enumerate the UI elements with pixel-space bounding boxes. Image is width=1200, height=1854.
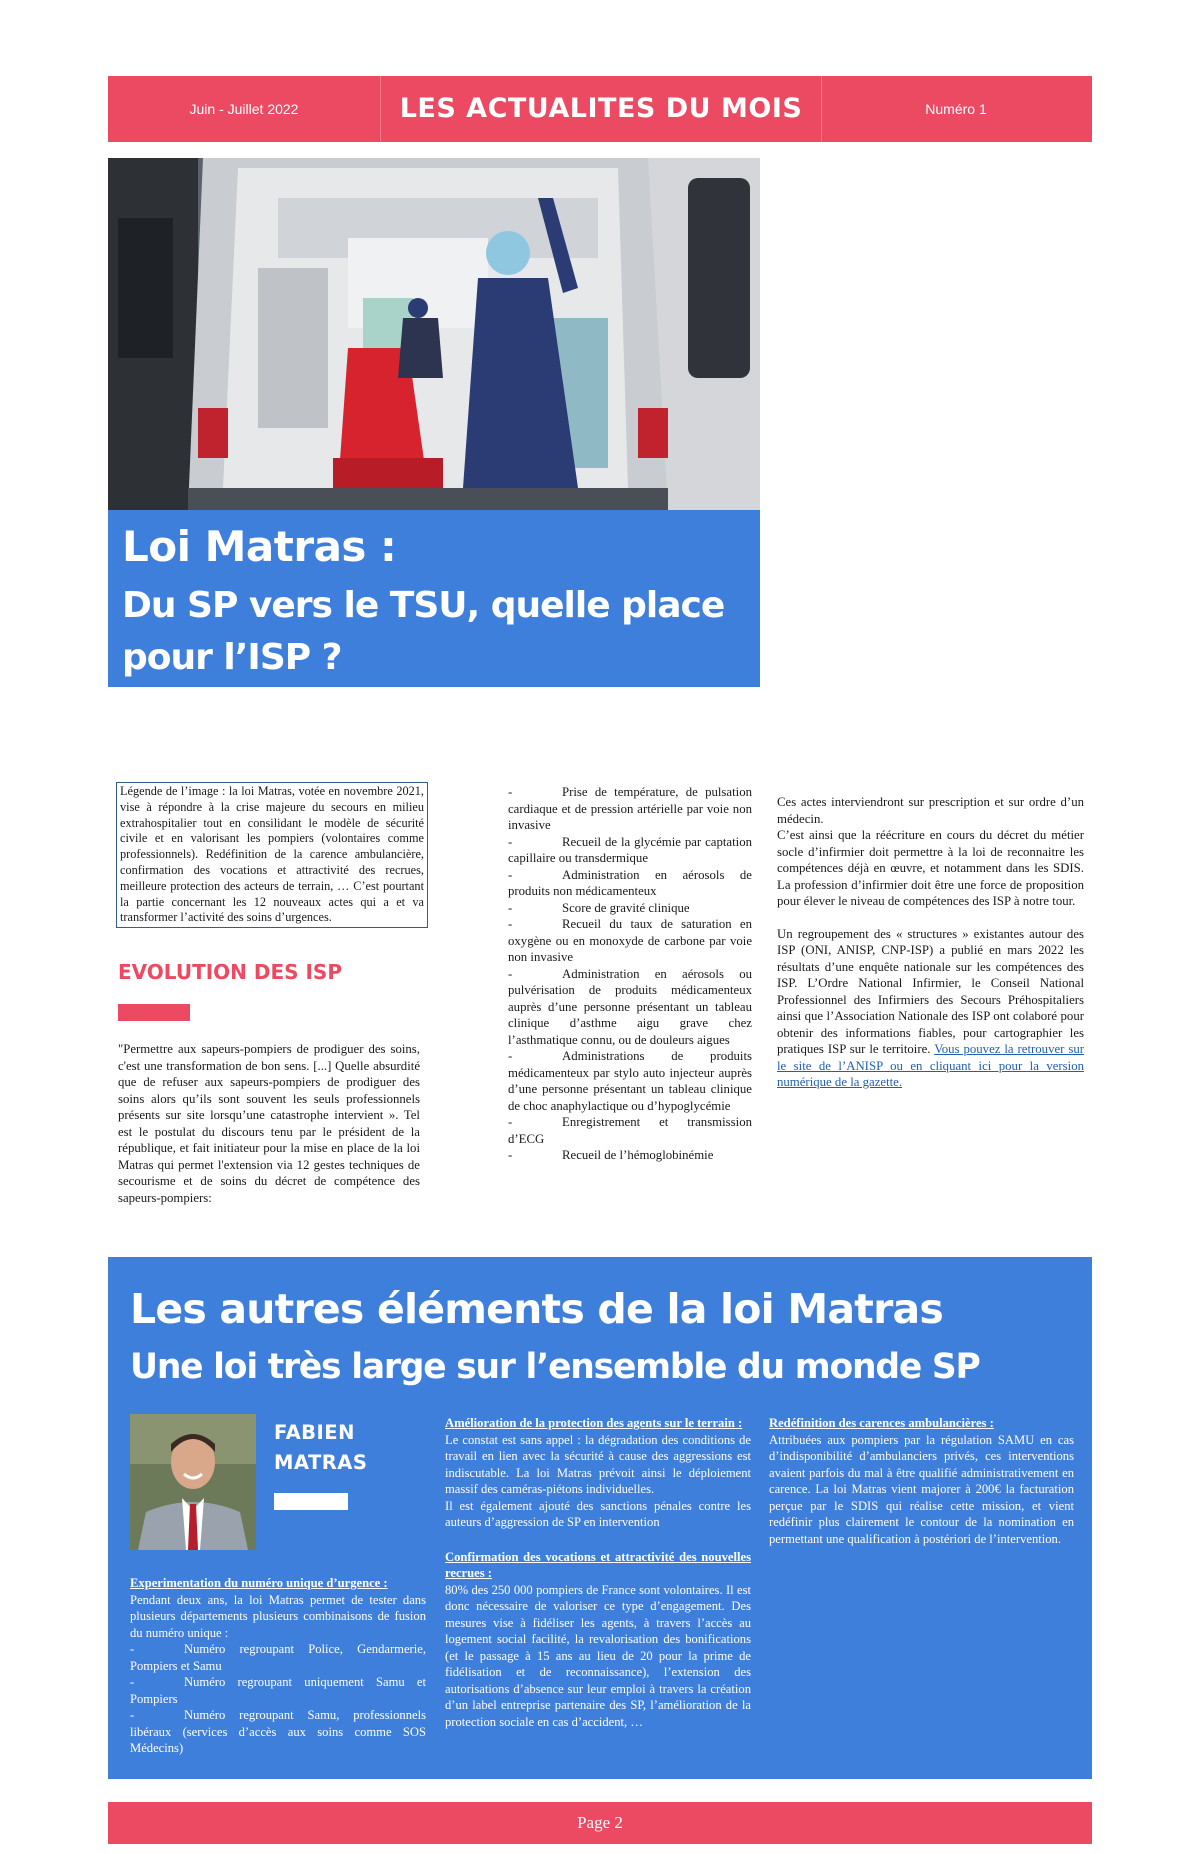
headline-title: Loi Matras : — [122, 522, 397, 571]
vocations-paragraph: 80% des 250 000 pompiers de France sont volontaires. Il est donc nécessaire de valoriser ce type d’engagement. Des mesures vise à fidéliser les agents, à travers l’accès au logement social facilité, la revalorisation des bonifications (et le passage à 15 ans au lieu de 20 pour la prime de fidélisation et de reconnaissance), l’extension des autorisations d’absence sur leur emploi à travers la création d’un label entreprise partenaire des SP, l’amélioration de la protection sociale en cas d’accident, … — [445, 1582, 751, 1729]
headline-subtitle: Du SP vers le TSU, quelle place pour l’ISP ? — [122, 585, 725, 678]
paragraph-decret: C’est ainsi que la réécriture en cours du décret du métier socle d’infirmier doit permettre à la loi de reconnaitre les compétences déjà en œuvre, et notamment dans les SDIS. La profession d’infirmier doit être une force de proposition pour élever le niveau de compétences des ISP à notre tour. — [777, 828, 1084, 908]
list-item: - Administrations de produits médicamenteux par stylo auto injecteur auprès d’une personne présentant un tableau clinique de choc anaphylactique ou d’hypoglycémie — [508, 1049, 752, 1113]
portrait-illustration — [130, 1414, 256, 1550]
list-item: - Recueil de la glycémie par captation capillaire ou transdermique — [508, 834, 752, 865]
protection-paragraph: Le constat est sans appel : la dégradation des conditions de travail en lien avec la sécurité à cause des aggressions est indiscutable. La loi Matras prévoit ainsi le déploiement massif des caméras-piétons individuelles. — [445, 1432, 751, 1496]
gestes-list — [508, 784, 752, 1164]
paragraph-prescription: Ces actes interviendront sur prescription et sur ordre d’un médecin. — [777, 795, 1084, 826]
newsletter-header — [108, 76, 1092, 142]
headline-block — [108, 510, 760, 687]
carences-paragraph: Attribuées aux pompiers par la régulation SAMU en cas d’indisponibilité d’ambulanciers privés, ces interventions avaient parfois du mal à être qualifié administrativement en carence. La loi Matras vient majorer à 200€ la facturation perçue par le SDIS qui réalise cette mission, et vient redéfinir plus clairement le contour de la nomination en permettant une qualification à postériori de l’intervention. — [769, 1432, 1074, 1546]
page-footer: Page 2 — [108, 1802, 1092, 1844]
issue-date: Juin - Juillet 2022 — [189, 101, 299, 117]
fabien-matras-portrait — [130, 1414, 256, 1550]
anisp-link[interactable]: Vous pouvez la retrouver sur le site de l’ANISP ou en cliquant ici pour la version numérique de la gazette. — [777, 1042, 1084, 1089]
list-item: - Numéro regroupant Samu, professionnels libéraux (services d’accès aux soins comme SOS Médecins) — [130, 1708, 426, 1755]
person-name: FABIEN MATRAS — [274, 1421, 368, 1474]
middle-column — [445, 1415, 751, 1730]
list-item: - Enregistrement et transmission d’ECG — [508, 1115, 752, 1146]
paragraph-enquete: Un regroupement des « structures » existantes autour des ISP (ONI, ANISP, CNP-ISP) a publié en mars 2022 les résultats d’une enquête nationale sur les compétences des ISP. L’Ordre National Infirmier, le Conseil National Professionnel des Infirmiers des Secours Préhospitaliers ainsi que l’Association Nationale des ISP ont colaboré pour obtenir des informations fiables, pour cartographier les pratiques ISP sur le territoire. Vous pouvez la retrouver sur le site de l’ANISP ou en cliquant ici pour la version numérique de la gazette. — [777, 926, 1084, 1089]
protection-heading: Amélioration de la protection des agents sur le terrain : — [445, 1416, 743, 1430]
list-item: - Numéro regroupant uniquement Samu et Pompiers — [130, 1675, 426, 1706]
ambulance-illustration — [108, 158, 760, 510]
experimentation-intro: Pendant deux ans, la loi Matras permet de tester dans plusieurs départements plusieurs combinaisons de fusion du numéro unique : — [130, 1592, 426, 1640]
image-caption: Légende de l’image : la loi Matras, votée en novembre 2021, vise à répondre à la crise majeure du secours en milieu extrahospitalier tout en consilidant le modèle de sécurité civile et en valorisant les pompiers (volontaires comme professionnels). Redéfinition de la carence ambulancière, confirmation des vocations et attractivité des recrues, meilleure protection des acteurs de terrain, … C’est pourtant la partie concernant les 12 nouveaux actes qui a et va transformer l’activité des soins d’urgences. — [116, 782, 428, 928]
vocations-heading: Confirmation des vocations et attractivité des nouvelles recrues : — [445, 1549, 751, 1580]
list-item: - Recueil de l’hémoglobinémie — [508, 1148, 714, 1162]
section-title: Les autres éléments de la loi Matras — [130, 1285, 943, 1333]
right-column — [769, 1415, 1074, 1547]
experimentation-block — [130, 1575, 426, 1757]
list-item: - Prise de température, de pulsation cardiaque et de pression artérielle par voie non invasive — [508, 785, 752, 832]
section-subtitle: Une loi très large sur l’ensemble du monde SP — [130, 1347, 980, 1387]
carences-heading: Redéfinition des carences ambulancières : — [769, 1416, 994, 1430]
issue-number: Numéro 1 — [925, 101, 987, 117]
list-item: - Numéro regroupant Police, Gendarmerie, Pompiers et Samu — [130, 1642, 426, 1673]
list-item: - Administration en aérosols ou pulvérisation de produits médicamenteux auprès d’une personne présentant un tableau clinique d’asthme aigu grave chez l’asthmatique connu, ou de douleurs aigues — [508, 966, 752, 1047]
protection-paragraph-2: Il est également ajouté des sanctions pénales contre les auteurs d’aggression de SP en intervention — [445, 1498, 751, 1529]
column-three — [777, 794, 1084, 1091]
heading-accent-bar — [118, 1004, 190, 1021]
section-heading-evolution: EVOLUTION DES ISP — [118, 960, 342, 984]
evolution-paragraph: "Permettre aux sapeurs-pompiers de prodiguer des soins, c'est une transformation de bon sens. [...] Quelle absurdité que de refuser aux sapeurs-pompiers de prodiguer des soins alors qu’ils sont souvent les seuls professionnels présents sur site lorsqu’une catastrophe intervient ». Tel est le postulat du discours tenu par le président de la république, et fait initiateur pour la mise en place de la loi Matras qui permet l'extension via 12 gestes techniques de secourisme et de soins du décret de compétence des sapeurs-pompiers: — [118, 1042, 420, 1205]
list-item: - Score de gravité clinique — [508, 900, 690, 915]
list-item: - Administration en aérosols de produits non médicamenteux — [508, 867, 752, 898]
name-accent-bar — [274, 1493, 348, 1510]
section-autres-elements — [108, 1257, 1092, 1779]
ambulance-photo — [108, 158, 760, 510]
newsletter-title: LES ACTUALITES DU MOIS — [380, 76, 822, 142]
experimentation-heading: Experimentation du numéro unique d’urgence : — [130, 1576, 388, 1590]
list-item: - Recueil du taux de saturation en oxygène ou en monoxyde de carbone par voie non invasive — [508, 917, 752, 964]
